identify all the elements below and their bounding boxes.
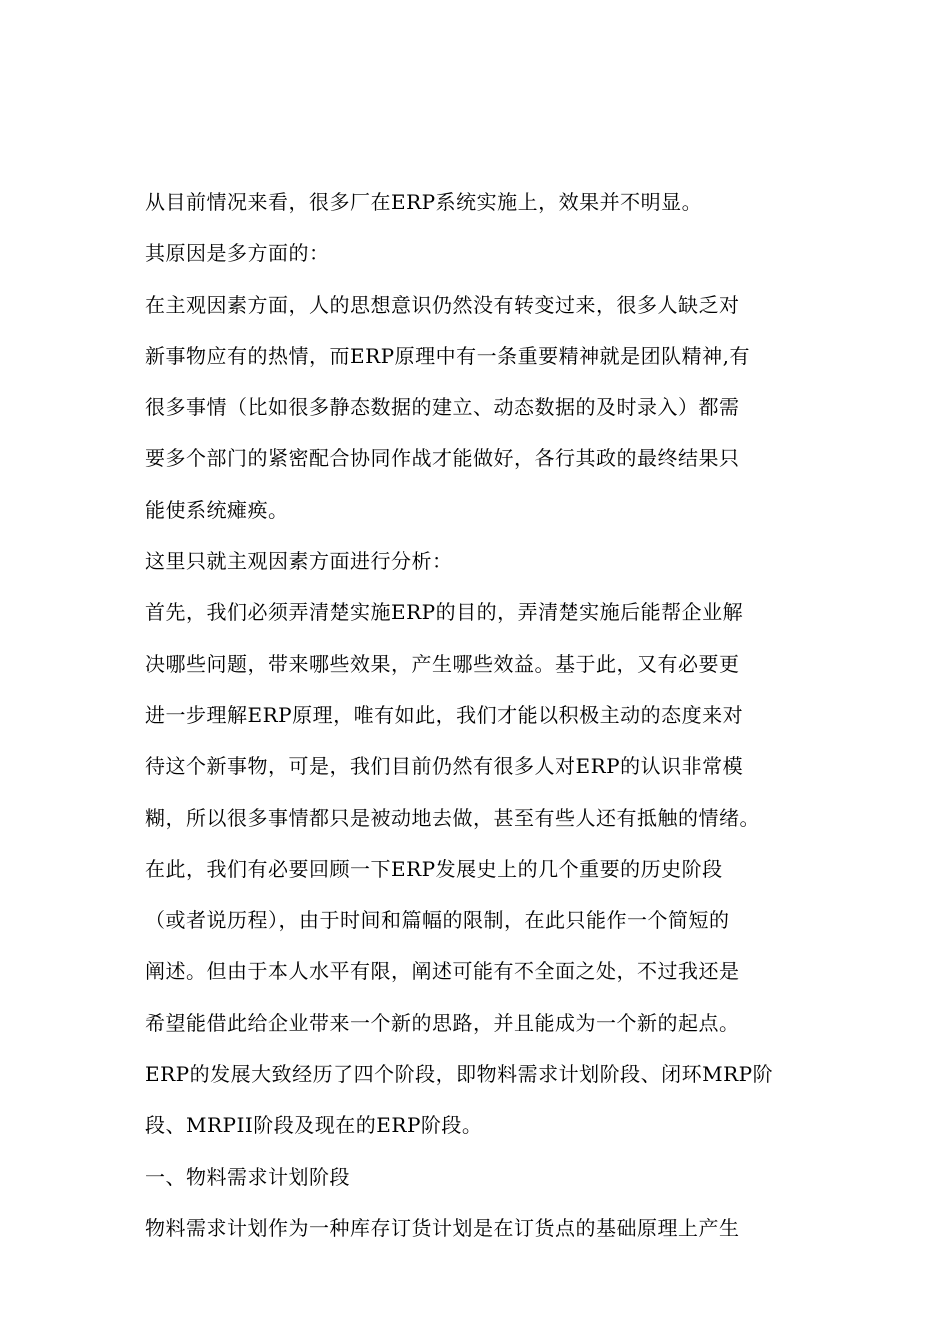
text-line: 待这个新事物，可是，我们目前仍然有很多人对ERP的认识非常模 bbox=[145, 754, 744, 779]
text-line: （或者说历程），由于时间和篇幅的限制，在此只能作一个简短的 bbox=[145, 908, 730, 933]
text-line: 在主观因素方面，人的思想意识仍然没有转变过来，很多人缺乏对 bbox=[145, 292, 740, 317]
text-block bbox=[145, 177, 810, 1254]
text-line: 物料需求计划作为一种库存订货计划是在订货点的基础原理上产生 bbox=[145, 1215, 740, 1240]
text-line: 其原因是多方面的： bbox=[145, 241, 330, 266]
text-line: 进一步理解ERP原理，唯有如此，我们才能以积极主动的态度来对 bbox=[145, 702, 744, 727]
text-line: 要多个部门的紧密配合协同作战才能做好，各行其政的最终结果只 bbox=[145, 446, 740, 471]
text-line: 决哪些问题，带来哪些效果，产生哪些效益。基于此，又有必要更 bbox=[145, 651, 740, 676]
section-heading: 一、物料需求计划阶段 bbox=[145, 1164, 350, 1189]
text-line: 新事物应有的热情，而ERP原理中有一条重要精神就是团队精神,有 bbox=[145, 343, 750, 368]
text-line: ERP的发展大致经历了四个阶段，即物料需求计划阶段、闭环MRP阶 bbox=[145, 1062, 774, 1087]
text-line: 糊，所以很多事情都只是被动地去做，甚至有些人还有抵触的情绪。 bbox=[145, 805, 760, 830]
text-line: 段、MRPII阶段及现在的ERP阶段。 bbox=[145, 1113, 483, 1138]
text-line: 希望能借此给企业带来一个新的思路，并且能成为一个新的起点。 bbox=[145, 1010, 740, 1035]
text-line: 首先，我们必须弄清楚实施ERP的目的，弄清楚实施后能帮企业解 bbox=[145, 600, 744, 625]
text-line: 从目前情况来看，很多厂在ERP系统实施上，效果并不明显。 bbox=[145, 190, 703, 214]
text-line: 能使系统瘫痪。 bbox=[145, 497, 289, 522]
text-line: 这里只就主观因素方面进行分析： bbox=[145, 549, 453, 574]
text-line: 在此，我们有必要回顾一下ERP发展史上的几个重要的历史阶段 bbox=[145, 856, 723, 881]
document-body bbox=[145, 177, 810, 1254]
text-line: 阐述。但由于本人水平有限，阐述可能有不全面之处，不过我还是 bbox=[145, 959, 740, 984]
text-line: 很多事情（比如很多静态数据的建立、动态数据的及时录入）都需 bbox=[145, 395, 740, 420]
